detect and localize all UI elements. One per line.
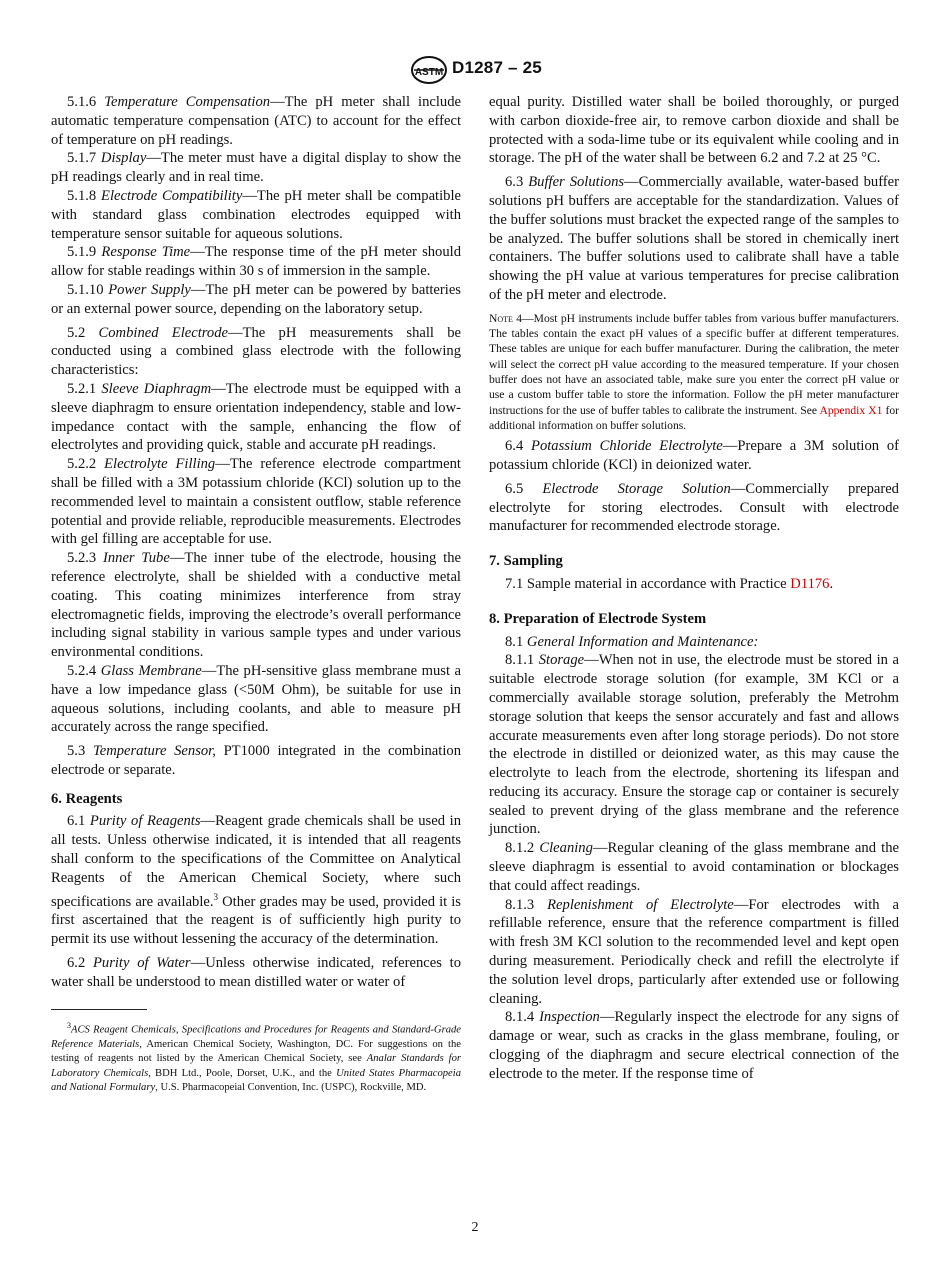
section-heading-sampling: 7. Sampling <box>489 553 563 570</box>
page-header <box>0 56 950 84</box>
footnote-3: $^3$ACS Reagent Chemicals, Specifications and Procedures for Reagents and Standard-Grade Reference Materials, American Chemical Society, Washington, DC. For suggestions on the testing of reagents not listed by the American Chemical Society, see Analar Standards for Laboratory Chemicals, BDH Ltd., Poole, Dorset, U.K., and the United States Pharmacopeia and National Formulary, U.S. Pharmacopeial Convention, Inc. (USPC), Rockville, MD. <box>51 1020 462 1094</box>
logo-text: ASTM <box>414 67 444 78</box>
paragraph-8-1-2: 8.1.2 Cleaning—Regular cleaning of the glass membrane and the sleeve diaphragm is essential to avoid contamination or blockages that could affect readings. <box>489 840 899 894</box>
note-4: Note 4—Most pH instruments include buffer tables from various buffer manufacturers. The tables contain the exact pH values of a specific buffer at different temperatures. These tables are unique for each buffer manufacturer. During the calibration, the meter will select the correct pH value according to the measured temperature. If your chosen buffer does not have an associated table, make sure you enter the correct pH value or use a custom buffer table to store the information. Follow the pH meter manufacturer instructions for the use of buffer tables to calibrate the instrument. See Appendix X1 for additional information on buffer solutions. <box>489 311 900 432</box>
footnote-divider <box>51 1009 147 1010</box>
paragraph-5-2-1: 5.2.1 Sleeve Diaphragm—The electrode must be equipped with a sleeve diaphragm to ensure orientation independency, stable and low-impedance contact with the sample, enhancing the flow of electrolytes and providing quick, stable and accurate pH readings. <box>51 380 461 454</box>
appendix-x1-link[interactable]: Appendix X1 <box>819 403 883 417</box>
paragraph-6-3: 6.3 Buffer Solutions—Commercially available, water-based buffer solutions pH buffers are acceptable for the standardization. Values of the buffer solutions must bracket the expected range of the samples to be analyzed. The buffer solutions shall be stored in chemically inert containers. The buffer solutions used to calibrate shall have a table showing the pH value at various temperatures for precise calibration of the pH meter and electrode. <box>489 174 899 303</box>
paragraph-5-2-3: 5.2.3 Inner Tube—The inner tube of the electrode, housing the reference electrolyte, shall be shielded with a conductive metal coating. This coating minimizes interference from stray electromagnetic fields, improving the electrode’s overall performance including signal stability in various sample types and under various environmental conditions. <box>51 550 461 661</box>
paragraph-8-1-3: 8.1.3 Replenishment of Electrolyte—For electrodes with a refillable reference, ensure that the reference compartment is filled with fresh 3M KCl solution to the recommended level and kept open during measurement. Periodically check and refill the electrolyte if the solution level drops, particularly after extended use or following cleaning. <box>489 896 899 1007</box>
paragraph-6-5: 6.5 Electrode Storage Solution—Commercially prepared electrolyte for storing electrodes. Consult with electrode manufacturer for recommended electrode storage. <box>489 480 899 535</box>
section-heading-preparation: 8. Preparation of Electrode System <box>489 610 707 627</box>
footnote-ref: 3 <box>213 891 219 902</box>
section-heading-reagents: 6. Reagents <box>51 790 123 807</box>
d1176-link[interactable]: D1176 <box>790 575 830 592</box>
paragraph-6-2: 6.2 Purity of Water—Unless otherwise indicated, references to water shall be understood to mean distilled water or water of <box>51 954 461 990</box>
paragraph-5-1-10: 5.1.10 Power Supply—The pH meter can be powered by batteries or an external power source, depending on the laboratory setup. <box>51 281 461 317</box>
left-column <box>51 93 461 1096</box>
paragraph-6-2-continued: equal purity. Distilled water shall be boiled thoroughly, or purged with carbon dioxide-free air, to remove carbon dioxide and shall be protected with a soda-lime tube or its equivalent while cooling and in storage. The pH of the water shall be between 6.2 and 7.2 at 25 °C. <box>489 94 899 167</box>
paragraph-5-2-4: 5.2.4 Glass Membrane—The pH-sensitive glass membrane must a have a low impedance glass (<50M Ohm), be suitable for use in aqueous solutions, including coolants, and able to measure pH accurately across the range specified. <box>51 662 461 736</box>
paragraph-6-4: 6.4 Potassium Chloride Electrolyte—Prepare a 3M solution of potassium chloride (KCl) in deionized water. <box>489 438 899 473</box>
document-designation: D1287 – 25 <box>452 58 542 77</box>
paragraph-5-1-7: 5.1.7 Display—The meter must have a digital display to show the pH readings clearly and in real time. <box>51 150 462 186</box>
paragraph-8-1: 8.1 General Information and Maintenance: <box>505 633 759 650</box>
paragraph-6-1: 6.1 Purity of Reagents—Reagent grade chemicals shall be used in all tests. Unless otherwise indicated, it is intended that all reagents shall conform to the specifications of the Committee on Analytical Reagents of the American Chemical Society, where such specifications are available.$^3$ Other grades may be used, provided it is first ascertained that the reagent is of sufficiently high purity to permit its use without lessening the accuracy of the determination. <box>51 813 462 948</box>
paragraph-5-1-6: 5.1.6 Temperature Compensation—The pH meter shall include automatic temperature compensation (ATC) to account for the effect of temperature on pH readings. <box>51 94 462 148</box>
paragraph-5-3: 5.3 Temperature Sensor, PT1000 integrated in the combination electrode or separate. <box>51 743 461 778</box>
paragraph-5-1-8: 5.1.8 Electrode Compatibility—The pH meter shall be compatible with standard glass combination electrodes equipped with temperature sensor suitable for aqueous solutions. <box>51 187 461 242</box>
paragraph-8-1-1: 8.1.1 Storage—When not in use, the electrode must be stored in a suitable electrode storage solution (for example, 3M KCl or a commercially available storage solution, preferably the Metrohm storage solution that keeps the sensor accurately and fast and allows accurate measurements even after long storage periods). Do not store the electrode in distilled or deionized water, as this may cause the electrolyte to leach from the electrode, shortening its lifespan and reducing its accuracy. Ensure the storage cap or container is securely sealed to prevent drying of the glass membrane and the reference junction. <box>489 652 899 838</box>
paragraph-5-2: 5.2 Combined Electrode—The pH measurements shall be conducted using a combined glass electrode with the following characteristics: <box>51 324 461 379</box>
paragraph-5-2-2: 5.2.2 Electrolyte Filling—The reference electrode compartment shall be filled with a 3M potassium chloride (KCl) solution up to the recommended level to maintain a consistent outflow, stable reference potential and provide reliable, reproducible measurements. Electrodes with gel filling are acceptable for use. <box>51 456 461 548</box>
paragraph-5-1-9: 5.1.9 Response Time—The response time of the pH meter should allow for stable readings within 30 s of immersion in the sample. <box>51 244 461 280</box>
right-column <box>489 93 899 1084</box>
astm-logo-icon <box>410 56 448 84</box>
paragraph-7-1: 7.1 Sample material in accordance with Practice D1176. <box>505 575 834 592</box>
paragraph-8-1-4: 8.1.4 Inspection—Regularly inspect the electrode for any signs of damage or wear, such as cracks in the glass membrane, fouling, or clogging of the diaphragm and secure electrical connection of the electrode to the meter. If the response time of <box>489 1009 899 1082</box>
page-number: 2 <box>471 1220 479 1235</box>
